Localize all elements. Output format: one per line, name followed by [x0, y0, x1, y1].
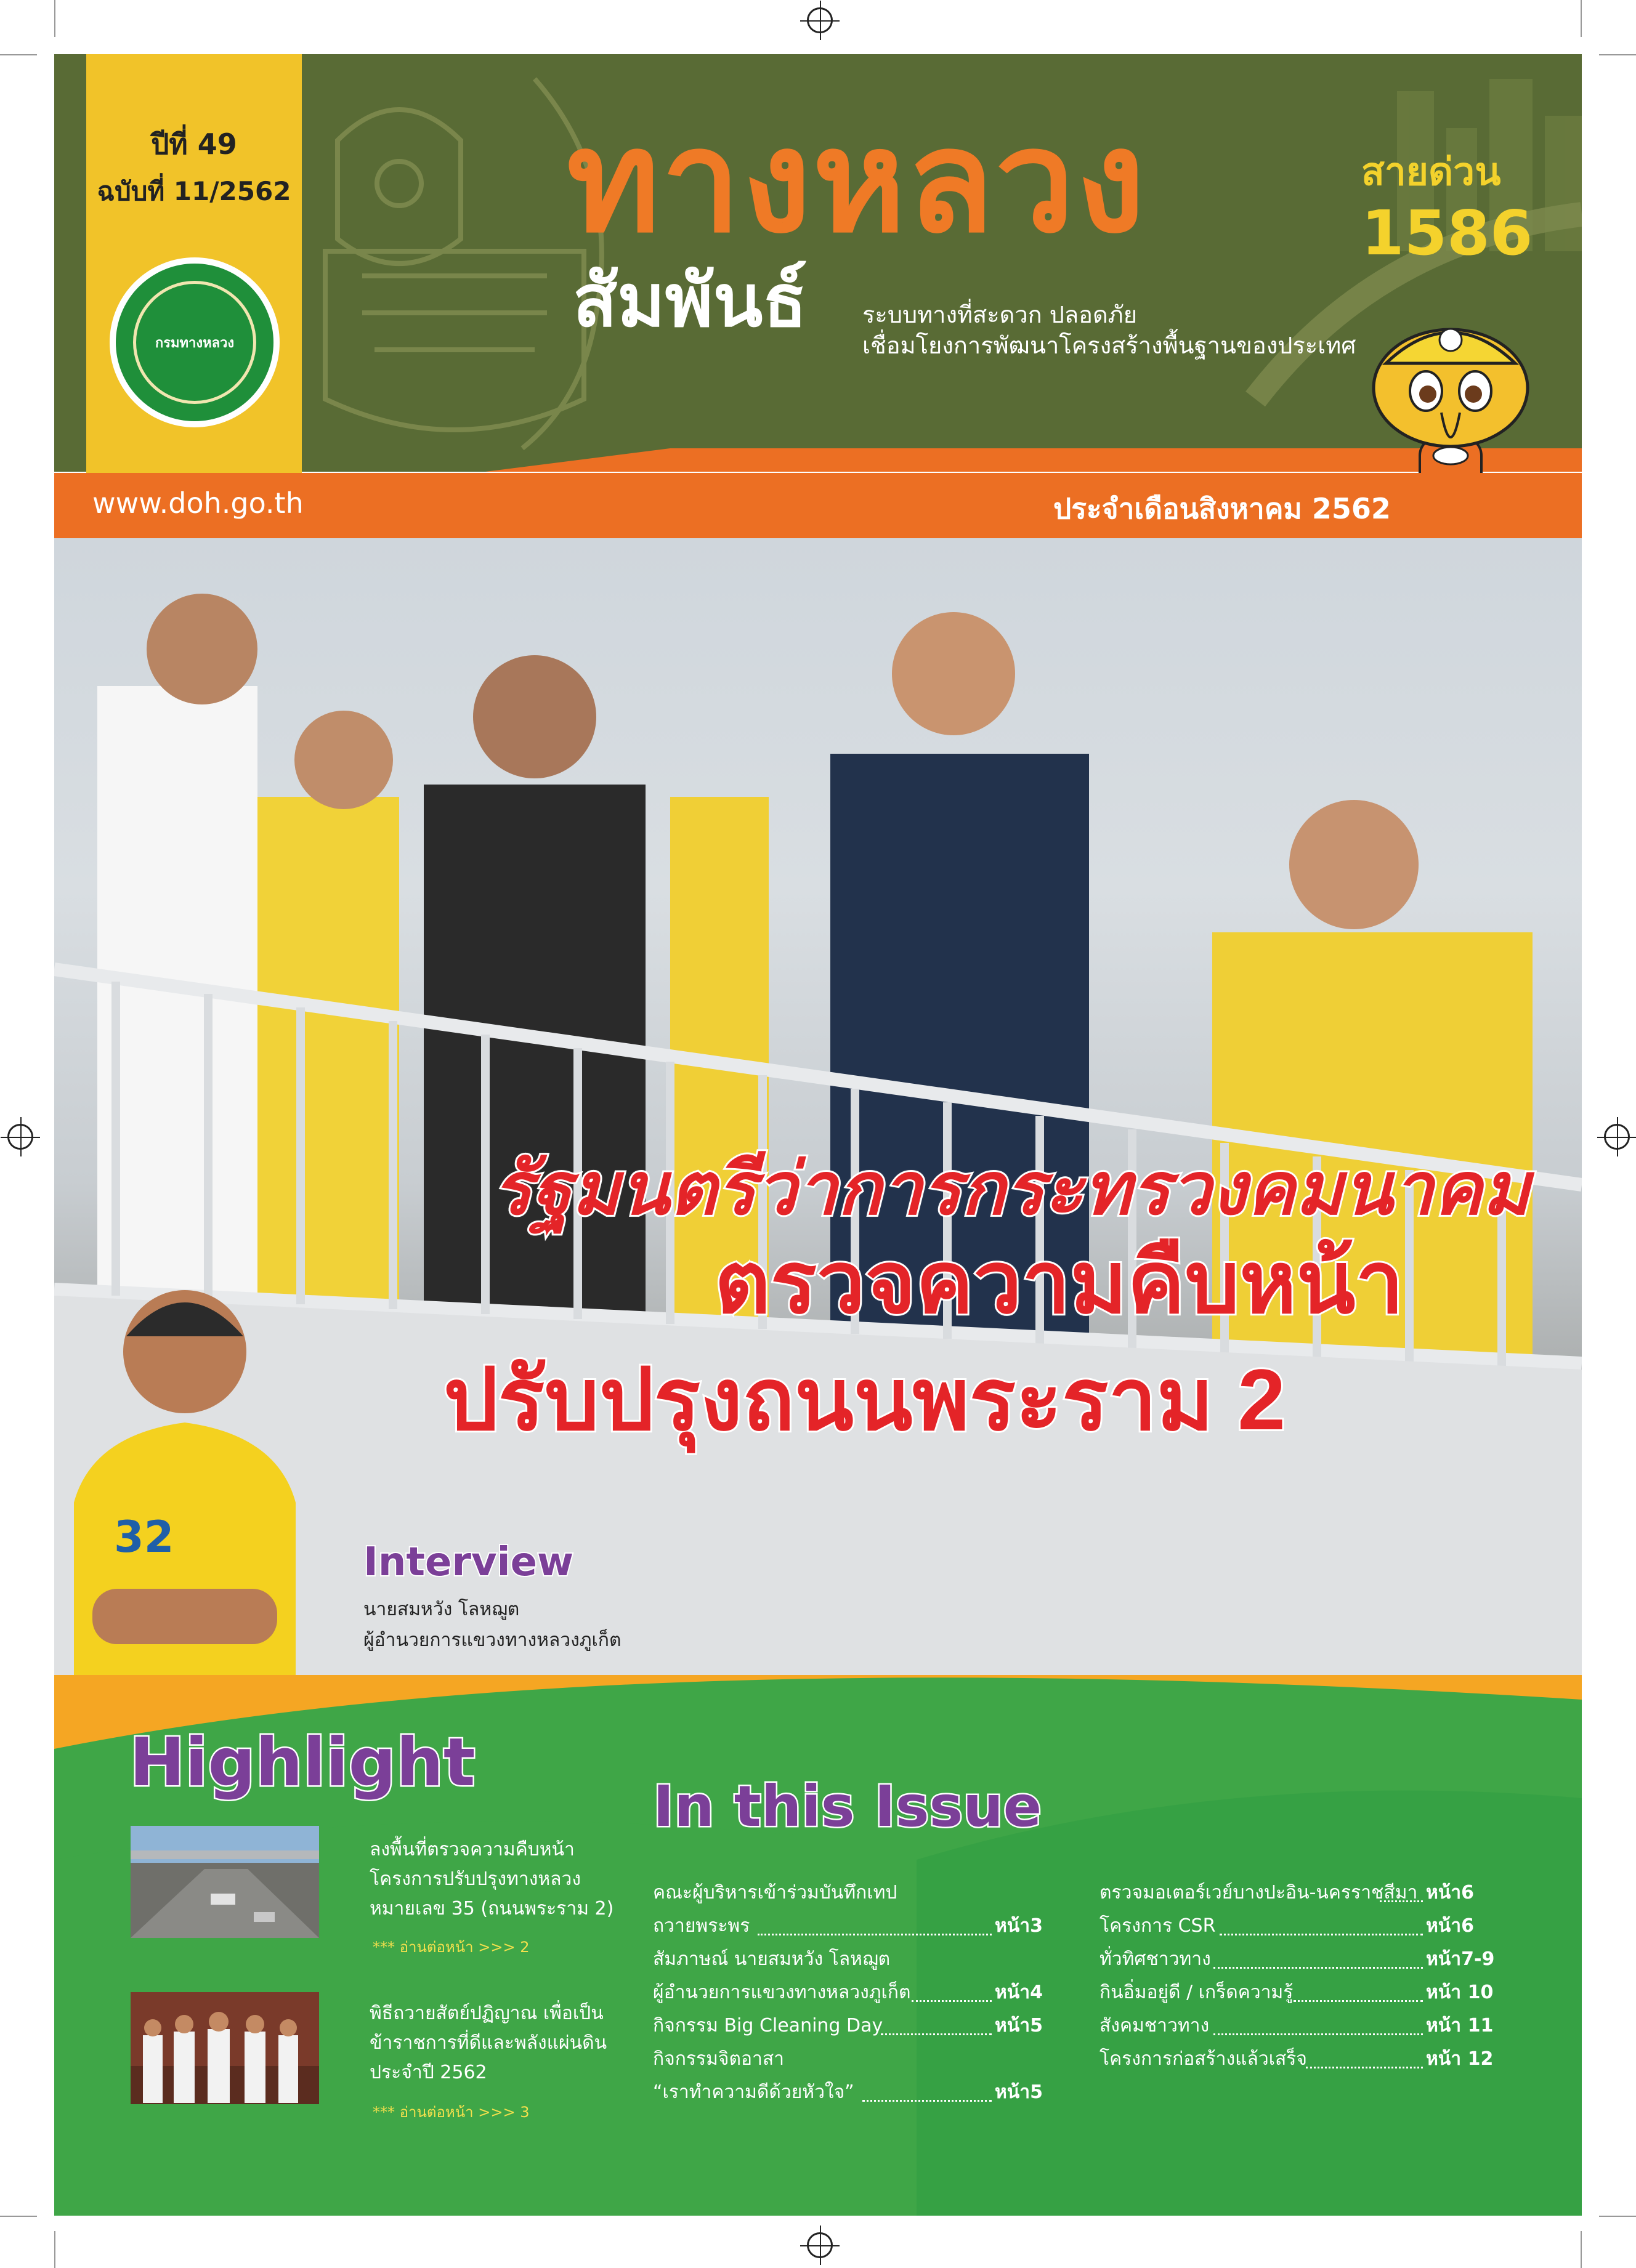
toc-left-item[interactable]: กิจกรรม Big Cleaning Day [653, 2015, 883, 2036]
hotline-number: 1586 [1361, 197, 1533, 269]
crop-mark [54, 2231, 55, 2268]
toc-right-page[interactable]: หน้า6 [1426, 1915, 1475, 1937]
toc-right-page[interactable]: หน้า 11 [1426, 2015, 1494, 2036]
crop-mark [54, 0, 55, 37]
toc-leader [1380, 1900, 1423, 1902]
interview-role: ผู้อำนวยการแขวงทางหลวงภูเก็ต [363, 1629, 622, 1651]
interview-title: Interview [363, 1540, 574, 1585]
toc-left-item[interactable]: สัมภาษณ์ นายสมหวัง โลหฌูต [653, 1948, 891, 1970]
in-this-issue-title: In this Issue [653, 1774, 1042, 1839]
tagline-line-2: เชื่อมโยงการพัฒนาโครงสร้างพื้นฐานของประเทศ [862, 332, 1356, 359]
crop-mark [0, 54, 37, 55]
interview-name: นายสมหวัง โลหฌูต [363, 1599, 520, 1620]
toc-left-page[interactable]: หน้า3 [995, 1915, 1043, 1937]
toc-leader [758, 1934, 992, 1935]
toc-right-page[interactable]: หน้า 10 [1426, 1982, 1494, 2003]
highlight-title: Highlight [129, 1724, 476, 1801]
toc-right-item[interactable]: โครงการ CSR [1099, 1915, 1216, 1937]
crop-mark [1599, 54, 1636, 55]
toc-right-item[interactable]: ทั่วทิศชาวทาง [1099, 1948, 1211, 1970]
crop-mark [1581, 0, 1582, 37]
hotline-label: สายด่วน [1361, 149, 1501, 194]
toc-left-page[interactable]: หน้า5 [995, 2015, 1043, 2036]
toc-leader [1294, 2000, 1423, 2002]
toc-left-item[interactable]: กิจกรรมจิตอาสา [653, 2048, 784, 2070]
seal-text: กรมทางหลวง [155, 335, 235, 351]
toc-right-item[interactable]: โครงการก่อสร้างแล้วเสร็จ [1099, 2048, 1307, 2070]
svg-text:32: 32 [114, 1512, 174, 1562]
seal-emblem [133, 281, 256, 404]
toc-right-item[interactable]: สังคมชาวทาง [1099, 2015, 1210, 2036]
highlight-2-line-1: พิธีถวายสัตย์ปฏิญาณ เพื่อเป็น [370, 2003, 604, 2024]
toc-left-item[interactable]: ถวายพระพร [653, 1915, 750, 1937]
highlight-thumbnail-ceremony[interactable] [131, 1992, 319, 2104]
highlight-2-read-more[interactable]: *** อ่านต่อหน้า >>> 3 [373, 2104, 530, 2121]
toc-leader [1213, 1967, 1423, 1969]
toc-right-page[interactable]: หน้า6 [1426, 1882, 1475, 1903]
toc-left-page[interactable]: หน้า4 [995, 1982, 1043, 2003]
highlight-1-line-2: โครงการปรับปรุงทางหลวง [370, 1868, 581, 1890]
issue-year: ปีที่ 49 [151, 127, 237, 161]
highlight-1-read-more[interactable]: *** อ่านต่อหน้า >>> 2 [373, 1939, 530, 1956]
toc-right-page[interactable]: หน้า7-9 [1426, 1948, 1495, 1970]
toc-leader [881, 2033, 992, 2035]
department-seal [110, 257, 280, 427]
crop-mark [1581, 2231, 1582, 2268]
registration-mark-top [807, 7, 833, 33]
toc-left-item[interactable]: ผู้อำนวยการแขวงทางหลวงภูเก็ต [653, 1982, 911, 2003]
toc-leader [1213, 2033, 1423, 2035]
crop-mark [0, 2216, 37, 2217]
issue-panel [86, 54, 302, 473]
registration-mark-right [1604, 1124, 1630, 1150]
toc-left-page[interactable]: หน้า5 [995, 2081, 1043, 2103]
headline-line-3: ปรับปรุงถนนพระราม 2 [443, 1351, 1286, 1448]
highlight-2-line-3: ประจำปี 2562 [370, 2062, 487, 2083]
toc-left-item[interactable]: คณะผู้บริหารเข้าร่วมบันทึกเทป [653, 1882, 897, 1903]
tagline-line-1: ระบบทางที่สะดวก ปลอดภัย [862, 301, 1137, 328]
toc-left-item[interactable]: “เราทำความดีด้วยหัวใจ” [653, 2081, 854, 2103]
toc-right-item[interactable]: ตรวจมอเตอร์เวย์บางปะอิน-นครราชสีมา [1099, 1882, 1418, 1903]
highlight-2-line-2: ข้าราชการที่ดีและพลังแผ่นดิน [370, 2032, 607, 2054]
interviewee-photo [68, 1281, 296, 1700]
issue-date: ประจำเดือนสิงหาคม 2562 [1053, 492, 1391, 525]
registration-mark-bottom [807, 2232, 833, 2258]
highlight-1-line-1: ลงพื้นที่ตรวจความคืบหน้า [370, 1839, 575, 1860]
toc-leader [1220, 1934, 1423, 1935]
highlight-thumbnail-road[interactable] [131, 1826, 319, 1938]
masthead-subtitle: สัมพันธ์ [573, 260, 808, 342]
issue-number: ฉบับที่ 11/2562 [97, 176, 291, 206]
highlight-1-line-3: หมายเลข 35 (ถนนพระราม 2) [370, 1898, 614, 1919]
website-link[interactable]: www.doh.go.th [92, 486, 304, 520]
registration-mark-left [7, 1124, 33, 1150]
toc-leader [1306, 2067, 1423, 2068]
crop-mark [1599, 2216, 1636, 2217]
masthead-title: ทางหลวง [567, 102, 1147, 260]
toc-right-page[interactable]: หน้า 12 [1426, 2048, 1494, 2070]
headline-line-2: ตรวจความคืบหน้า [715, 1234, 1404, 1331]
toc-leader [862, 2100, 992, 2102]
headline-line-1: รัฐมนตรีว่าการกระทรวงคมนาคม [493, 1148, 1531, 1230]
toc-leader [912, 2000, 992, 2002]
toc-right-item[interactable]: กินอิ่มอยู่ดี / เกร็ดความรู้ [1099, 1982, 1294, 2003]
